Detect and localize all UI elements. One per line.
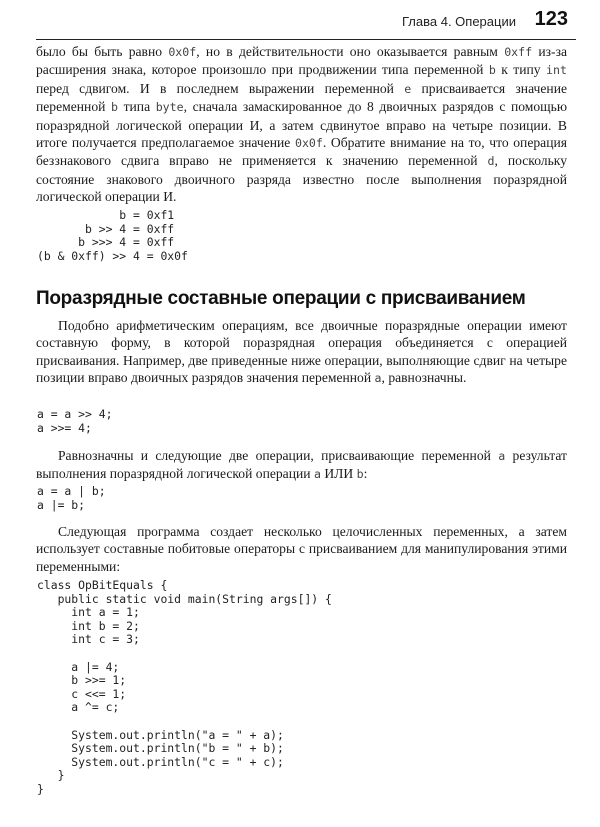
code-line: System.out.println("b = " + b); [37,741,284,756]
running-header [0,8,600,36]
code-line: b = 0xf1 [37,208,175,222]
code-line: a |= 4; [37,659,120,674]
code-line: (b & 0xff) >> 4 = 0x0f [37,248,188,263]
code-line: b >>= 1; [37,673,127,688]
header-rule [36,39,576,40]
code-line: a |= b; [37,497,86,512]
code-line: b >> 4 = 0xff [37,221,175,236]
code-line: } [37,768,65,783]
code-line: a >>= 4; [37,420,92,435]
code-line: int a = 1; [37,605,140,620]
code-line: class OpBitEquals { [37,578,168,592]
code-block-or-assign [37,485,106,512]
code-line: a = a >> 4; [37,407,113,421]
code-line: System.out.println("c = " + c); [37,754,284,769]
code-block-program [37,579,332,797]
code-line: int b = 2; [37,618,140,633]
code-block-shift-assign [37,408,112,435]
code-line: int c = 3; [37,632,140,647]
paragraph-2: Подобно арифметическим операциям, все двоичные поразрядные операции имеют составную форму, в которой поразрядная операция объединяется с операцией присваивания. Например, две приведенные ниже операции, выполняющие сдвиг на четыре позиции вправо двоичных разрядов значения переменной a, равнозначны. [36,318,567,386]
code-line: c <<= 1; [37,686,127,701]
code-block-shift-output [37,209,188,263]
code-line: a = a | b; [37,484,106,498]
code-line: System.out.println("a = " + a); [37,727,284,742]
paragraph-1: было бы быть равно 0x0f, но в действительности оно оказывается равным 0xff из-за расширения знака, которое произошло при продвижении типа переменной b к типу int перед сдвигом. И в последнем выражении переменной e присваивается значение переменной b типа byte, сначала замаскированное до 8 двоичных разрядов с помощью поразрядной логической операции И, а затем сдвинутое вправо на четыре позиции. В итоге получается предполагаемое значение 0x0f. Обратите внимание на то, что операция беззнакового сдвига вправо не применяется к значению переменной d, поскольку состояние знакового двоичного разряда известно после выполнения поразрядной логической операции И. [36,44,568,205]
paragraph-3: Равнозначны и следующие две операции, присваивающие переменной a результат выполнения поразрядной логической операции a ИЛИ b: [36,448,567,482]
section-heading: Поразрядные составные операции с присваиванием [36,288,526,309]
code-line: public static void main(String args[]) { [37,591,332,606]
paragraph-4: Следующая программа создает несколько целочисленных переменных, а затем использует составные побитовые операторы с присваиванием для манипулирования этими переменными: [36,524,567,574]
page-number: 123 [534,8,568,30]
chapter-title: Глава 4. Операции [402,14,516,29]
code-line: } [37,781,44,796]
code-line: b >>> 4 = 0xff [37,235,175,250]
code-line: a ^= c; [37,700,120,715]
